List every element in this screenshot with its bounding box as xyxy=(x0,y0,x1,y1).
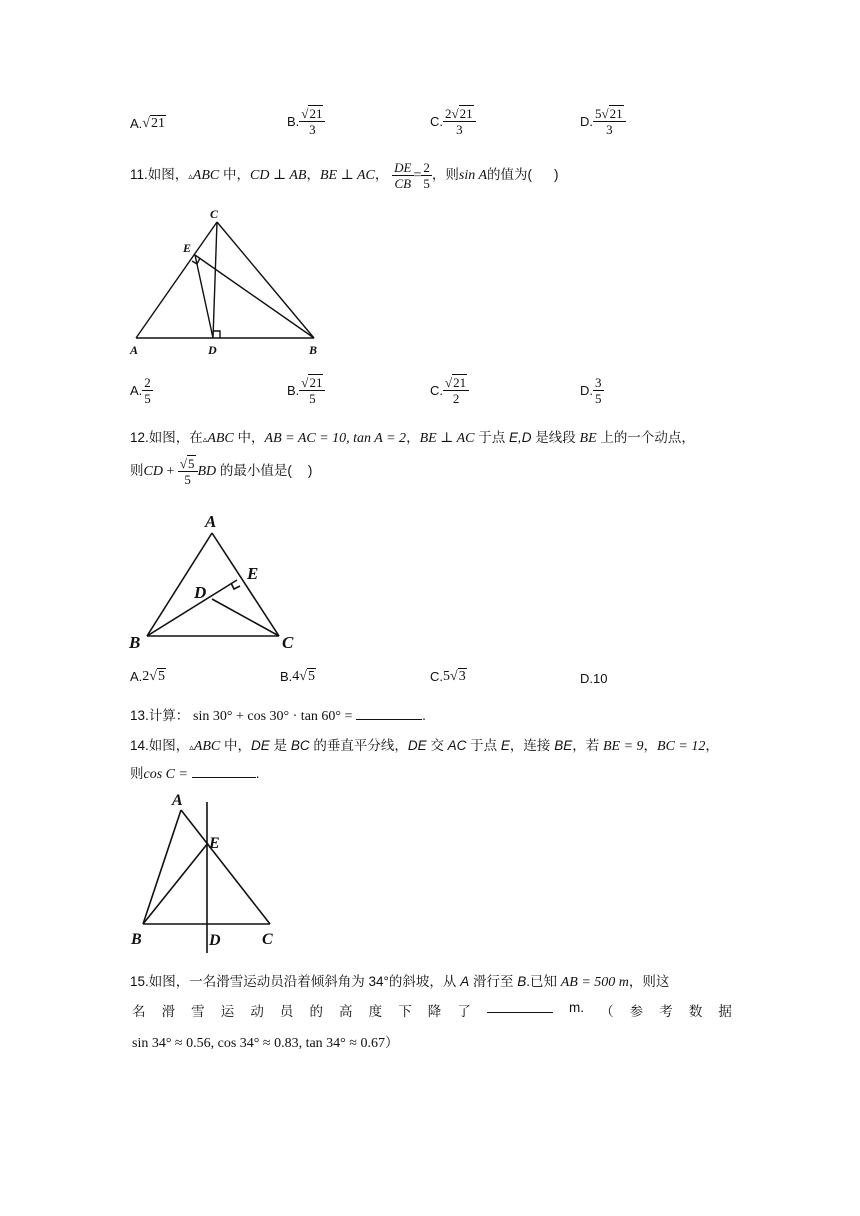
q10-option-d xyxy=(580,106,626,137)
fraction: $\frac{√21}{2}$ xyxy=(443,375,469,406)
fraction: $\frac{5√21}{3}$ xyxy=(593,106,626,137)
label-b: B xyxy=(129,633,141,652)
fraction: $\frac{√5}{5}$ xyxy=(178,456,198,487)
label-e: E xyxy=(247,564,259,583)
label-d: D xyxy=(209,932,221,949)
answer-blank[interactable] xyxy=(192,765,256,778)
q12-option-c: C.5√3 xyxy=(430,668,466,684)
q14-figure xyxy=(125,788,290,953)
q12-stem-line2: 则CD + $\frac{√5}{5}$ BD 的最小值是( ) xyxy=(130,456,313,487)
label-e: E xyxy=(183,241,192,255)
q11-option-b: B. $\frac{√21}{5}$ xyxy=(287,375,325,406)
label-c: C xyxy=(262,931,273,948)
label-b: B xyxy=(309,343,318,357)
fraction: $\frac{√21}{3}$ xyxy=(299,106,325,137)
q14-stem-line1: 14.如图，▵ABC 中，DE 是 BC 的垂直平分线，DE 交 AC 于点 E，连接 BE，若 BE = 9，BC = 12， xyxy=(130,738,719,754)
q12-stem-line1: 12.如图，在▵ABC 中，AB = AC = 10, tan A = 2，BE ⊥ AC 于点 E,D 是线段 BE 上的一个动点， xyxy=(130,430,695,446)
fraction: $\frac{2√21}{3}$ xyxy=(443,106,476,137)
fraction-value: $\frac{2}{5}$ xyxy=(423,160,430,191)
fraction: $\frac{2}{5}$ xyxy=(144,375,151,406)
q10-option-b xyxy=(287,106,325,137)
label-d: D xyxy=(194,583,207,602)
q12-figure xyxy=(120,505,320,655)
q13-stem: 13.计算： sin 30° + cos 30° · tan 60° = . xyxy=(130,708,426,724)
q11-option-d: D. $\frac{3}{5}$ xyxy=(580,375,602,406)
fraction: $\frac{√21}{5}$ xyxy=(299,375,325,406)
label-c: C xyxy=(210,207,219,221)
label-a: A xyxy=(130,343,139,357)
q10-option-c xyxy=(430,106,476,137)
sqrt-expression: √21 xyxy=(142,116,165,131)
q14-stem-line2: 则cos C = . xyxy=(130,766,260,782)
option-label: C. xyxy=(430,114,443,129)
q15-stem-line2: 名 滑 雪 运 动 员 的 高 度 下 降 了 m. （ 参 考 数 据 xyxy=(132,1000,732,1019)
q11-option-c: C. $\frac{√21}{2}$ xyxy=(430,375,469,406)
label-b: B xyxy=(131,931,142,948)
label-a: A xyxy=(205,512,217,531)
option-label: D. xyxy=(580,114,593,129)
label-e: E xyxy=(209,835,220,852)
q15-stem-line3: sin 34° ≈ 0.56, cos 34° ≈ 0.83, tan 34° ≈ 0.67） xyxy=(132,1035,399,1051)
fraction-de-cb: $\frac{DE}{CB}$ xyxy=(394,160,412,191)
answer-blank[interactable] xyxy=(487,1000,553,1013)
q11-stem: 11.如图，▵ABC 中，CD ⊥ AB，BE ⊥ AC， $\frac{DE}{CB}$ = $\frac{2}{5}$ ，则sin A的值为( ) xyxy=(130,160,559,191)
q12-option-a: A.2√5 xyxy=(130,668,165,684)
option-label: B. xyxy=(287,114,300,129)
q11-figure xyxy=(120,205,340,365)
q10-option-a xyxy=(130,114,166,132)
fraction: $\frac{3}{5}$ xyxy=(595,375,602,406)
label-a: A xyxy=(172,792,183,809)
q11-option-a: A. $\frac{2}{5}$ xyxy=(130,375,151,406)
q15-stem-line1: 15.如图，一名滑雪运动员沿着倾斜角为 34°的斜坡，从 A 滑行至 B.已知 AB = 500 m，则这 xyxy=(130,974,670,990)
answer-blank[interactable] xyxy=(356,707,422,720)
label-c: C xyxy=(282,633,294,652)
label-d: D xyxy=(208,343,217,357)
option-label: A. xyxy=(130,115,143,131)
q12-option-b: B.4√5 xyxy=(280,668,315,684)
q12-option-d: D.10 xyxy=(580,670,608,686)
